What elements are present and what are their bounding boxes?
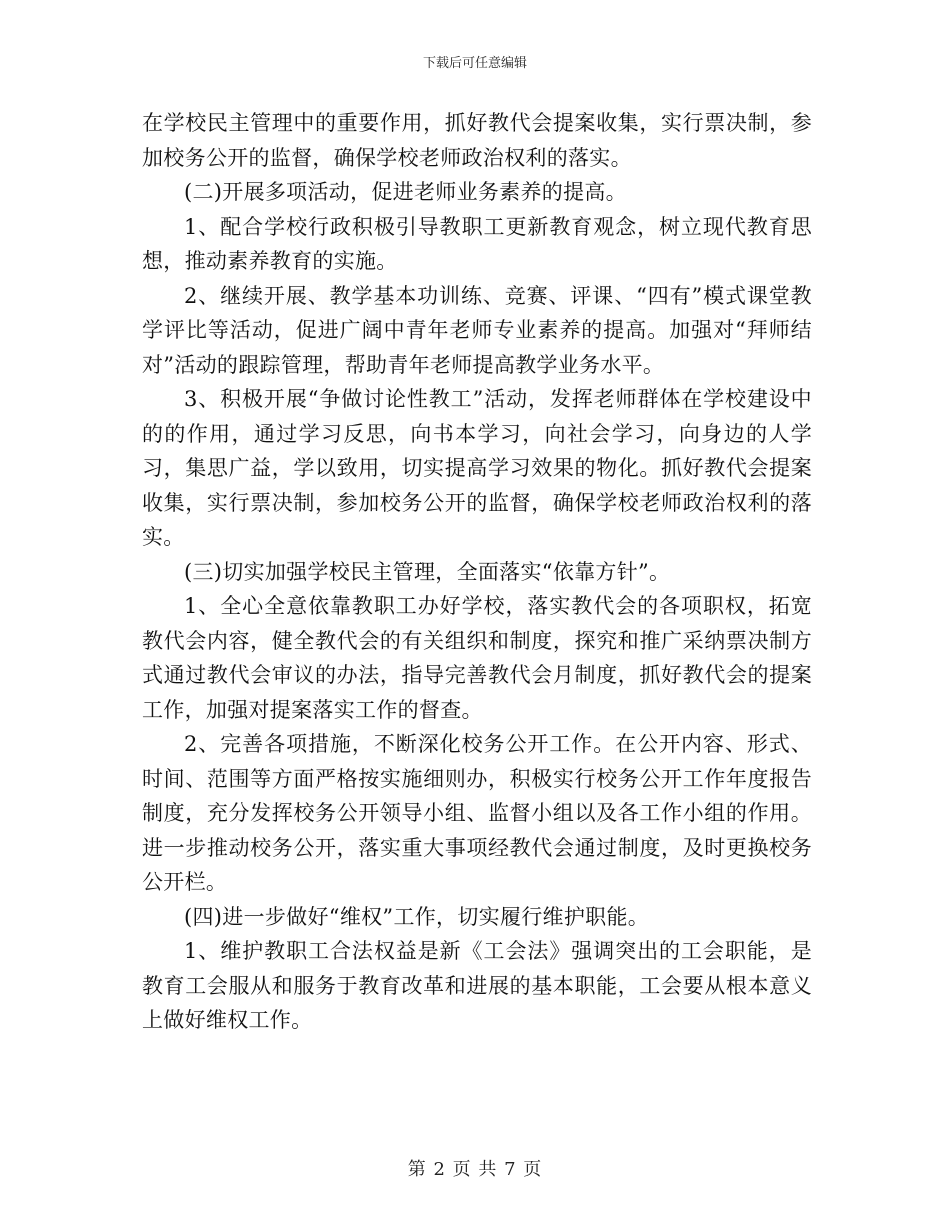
page-header: 下载后可任意编辑 <box>422 56 527 71</box>
paragraph: 1、全心全意依靠教职工办好学校，落实教代会的各项职权，拓宽教代会内容，健全教代会的有关组织和制度，探究和推广采纳票决制方式通过教代会审议的办法，指导完善教代会月制度，抓好教代会的提案工作，加强对提案落实工作的督查。 <box>142 594 812 722</box>
paragraph: 1、维护教职工合法权益是新《工会法》强调突出的工会职能，是教育工会服从和服务于教育改革和进展的基本职能，工会要从根本意义上做好维权工作。 <box>142 939 812 1032</box>
paragraph: 2、完善各项措施，不断深化校务公开工作。在公开内容、形式、时间、范围等方面严格按实施细则办，积极实行校务公开工作年度报告制度，充分发挥校务公开领导小组、监督小组以及各工作小组的作用。进一步推动校务公开，落实重大事项经教代会通过制度，及时更换校务公开栏。 <box>142 732 812 894</box>
section-heading: (二)开展多项活动，促进老师业务素养的提高。 <box>184 180 627 204</box>
paragraph: 1、配合学校行政积极引导教职工更新教育观念，树立现代教育思想，推动素养教育的实施。 <box>142 214 812 273</box>
paragraph: 在学校民主管理中的重要作用，抓好教代会提案收集，实行票决制，参加校务公开的监督，确保学校老师政治权利的落实。 <box>142 111 812 170</box>
document-body <box>142 106 812 1038</box>
paragraph: 2、继续开展、教学基本功训练、竞赛、评课、“四有”模式课堂教学评比等活动，促进广阔中青年老师专业素养的提高。加强对“拜师结对”活动的跟踪管理，帮助青年老师提高教学业务水平。 <box>142 283 812 377</box>
paragraph: 3、积极开展“争做讨论性教工”活动，发挥老师群体在学校建设中的的作用，通过学习反思，向书本学习，向社会学习，向身边的人学习，集思广益，学以致用，切实提高学习效果的物化。抓好教代会提案收集，实行票决制，参加校务公开的监督，确保学校老师政治权利的落实。 <box>142 387 812 549</box>
page-number: 第 2 页 共 7 页 <box>407 1159 543 1180</box>
section-heading: (四)进一步做好“维权”工作，切实履行维护职能。 <box>184 904 650 929</box>
section-heading: (三)切实加强学校民主管理，全面落实“依靠方针”。 <box>184 559 671 584</box>
